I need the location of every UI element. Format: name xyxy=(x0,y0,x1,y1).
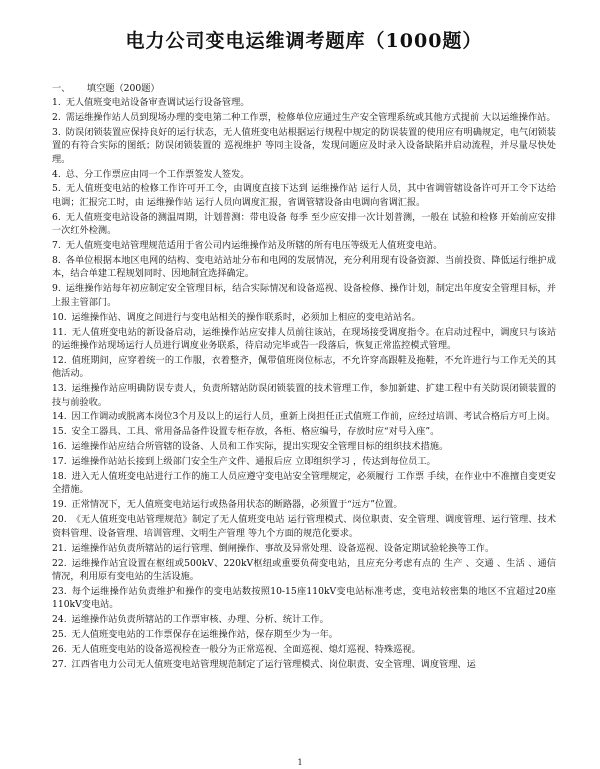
question-number: 27. xyxy=(52,658,67,670)
question-number: 8. xyxy=(52,254,61,266)
question-item xyxy=(52,239,556,252)
question-text: 无人值班变电站的检修工作许可开工令，由调度直接下达到 运维操作站 运行人员，其中省调管辖设备许可开工令下达给电调；汇报完工时，由 运维操作站 运行人员向调度汇报，省调管辖设备由电调向省调汇报。 xyxy=(52,183,556,208)
question-number: 9. xyxy=(52,283,61,295)
question-number: 17. xyxy=(52,456,67,468)
question-text: 运维操作站宜设置在枢纽或500kV、220kV枢纽或重要负荷变电站，且应充分考虑有点的 生产 、交通 、生活 、通信 情况，利用原有变电站的生活设施。 xyxy=(52,557,557,582)
question-item xyxy=(52,311,556,324)
question-item xyxy=(52,326,556,353)
question-text: 运维操作站每年初应制定安全管理目标，结合实际情况和设备巡视、设备检修、操作计划，制定出年度安全管理目标，并上报主管部门。 xyxy=(52,283,556,308)
question-item xyxy=(52,111,556,124)
question-number: 15. xyxy=(52,426,67,438)
question-item xyxy=(52,542,556,555)
question-text: 运维操作站应明确防误专责人，负责所辖站防误闭锁装置的技术管理工作，参加新建、扩建工程中有关防误闭锁装置的技与前验收。 xyxy=(52,383,557,408)
question-number: 7. xyxy=(52,240,61,252)
question-text: 无人值班变电站的设备巡视检查一般分为正常巡视、全面巡视、熄灯巡视、特殊巡视。 xyxy=(71,643,421,655)
question-number: 14. xyxy=(52,411,67,423)
question-item xyxy=(52,585,556,612)
question-number: 23. xyxy=(52,585,67,597)
question-item xyxy=(52,425,556,438)
question-text: 无人值班变电站管理规范适用于省公司内运维操作站及所辖的所有电压等级无人值班变电站。 xyxy=(65,240,443,252)
section-number: 一、 xyxy=(52,83,71,94)
question-item xyxy=(52,382,556,409)
question-number: 19. xyxy=(52,499,67,511)
question-item xyxy=(52,410,556,423)
question-item xyxy=(52,168,556,181)
question-number: 4. xyxy=(52,168,61,180)
question-number: 16. xyxy=(52,441,67,453)
question-item xyxy=(52,354,556,381)
question-number: 13. xyxy=(52,383,67,395)
question-item xyxy=(52,282,556,309)
question-item xyxy=(52,254,556,281)
question-item xyxy=(52,96,556,109)
question-text: 进入无人值班变电站进行工作的施工人员应遵守变电站安全管理规定，必须履行 工作票 手续，在作业中不准擅自变更安全措施。 xyxy=(52,471,556,496)
question-list xyxy=(52,96,556,671)
question-number: 2. xyxy=(52,111,61,123)
document-title: 电力公司变电运维调考题库（1000题） xyxy=(125,30,483,52)
question-item xyxy=(52,470,556,497)
question-text: 无人值班变电站设备审查调试运行设备管理。 xyxy=(65,97,250,108)
question-text: 需运维操作站人员到现场办理的变电第二种工作票，检修单位应通过生产安全管理系统或其他方式提前 大以运维操作站。 xyxy=(65,111,556,123)
question-text: 运维操作站应结合所管辖的设备、人员和工作实际，提出实现安全管理目标的组织技术措施。 xyxy=(71,441,449,453)
question-number: 6. xyxy=(52,211,61,223)
question-number: 1. xyxy=(52,97,61,108)
question-item xyxy=(52,513,556,540)
question-number: 18. xyxy=(52,471,67,483)
question-item xyxy=(52,628,556,641)
question-item xyxy=(52,182,556,209)
question-text: 安全工器具、工具、常用备品备件设置专柜存放，各柜、格应编号，存放时应“对号入座”。 xyxy=(71,426,440,438)
question-text: 运维操作站站长接到上级部门安全生产文件、通报后应 立即组织学习 ，传达到每位员工。 xyxy=(71,456,436,468)
question-number: 3. xyxy=(52,126,61,138)
question-text: 因工作调动或脱离本岗位3个月及以上的运行人员，重新上岗担任正式值班工作前，应经过培训、考试合格后方可上岗。 xyxy=(71,411,556,423)
question-number: 10. xyxy=(52,311,67,323)
question-text: 总、分工作票应由同一个工作票签发人签发。 xyxy=(65,168,250,180)
question-number: 21. xyxy=(52,542,67,554)
question-number: 25. xyxy=(52,629,67,641)
question-item xyxy=(52,498,556,511)
question-text: 值班期间，应穿着统一的工作服，衣着整齐，佩带值班岗位标志，不允许穿高跟鞋及拖鞋，不允许进行与工作无关的其他活动。 xyxy=(52,354,557,380)
question-text: 运维操作站负责所辖站的工作票审核、办理、分析、统计工作。 xyxy=(71,614,329,626)
question-number: 26. xyxy=(52,643,67,655)
question-item xyxy=(52,643,556,656)
question-item xyxy=(52,613,556,626)
question-text: 无人值班变电站的新设备启动，运维操作站应安排人员前往该站，在现场接受调度指令。在启动过程中，调度只与该站的运维操作站现场运行人员进行调度业务联系，待启动完毕或告一段落后，恢复正常监控模式管理。 xyxy=(52,326,557,351)
question-text: 每个运维操作站负责维护和操作的变电站数按照10-15座110kV变电站标准考虑，变电站较密集的地区不宜超过20座110kV变电站。 xyxy=(52,585,556,611)
question-item xyxy=(52,455,556,468)
question-text: 正常情况下，无人值班变电站运行或热备用状态的断路器，必须置于“远方”位置。 xyxy=(71,499,403,511)
question-text: 无人值班变电站设备的测温周期，计划普测：带电设备 每季 至少应安排一次计划普测，一般在 试验和检修 开始前应安排一次红外检测。 xyxy=(52,211,556,237)
question-number: 11. xyxy=(52,326,67,338)
question-text: 运维操作站负责所辖站的运行管理、倒闸操作、事故及异常处理、设备巡视、设备定期试验轮换等工作。 xyxy=(71,542,495,554)
question-item xyxy=(52,211,556,238)
question-item xyxy=(52,557,556,584)
question-text: 《无人值班变电站管理规范》制定了无人值班变电站 运行管理模式、岗位职责、安全管理、调度管理、运行管理、技术资料管理、设备管理、培训管理、文明生产管理 等九个方面的规范化要求。 xyxy=(52,514,557,539)
question-text: 各单位根据本地区电网的结构、变电站站址分布和电网的发展情况，充分利用现有设备资源、当前投资、降低运行维护成本，结合单建工程规划同时、因地制宜选择确定。 xyxy=(52,254,556,280)
question-item xyxy=(52,126,556,166)
question-item xyxy=(52,658,556,671)
question-number: 22. xyxy=(52,557,67,569)
section-heading xyxy=(52,80,556,94)
question-text: 无人值班变电站的工作票保存在运维操作站，保存期至少为一年。 xyxy=(71,629,338,641)
question-number: 5. xyxy=(52,183,61,195)
question-number: 24. xyxy=(52,614,67,626)
question-item xyxy=(52,440,556,453)
question-text: 防误闭锁装置应保持良好的运行状态，无人值班变电站根据运行规程中规定的防误装置的使用应有明确规定，电气闭锁装置的有符合实际的图纸；防误闭锁装置的 巡视维护 等同主设备，发现问题应及时录入设备缺陷并启动流程，并尽量尽快处理。 xyxy=(52,126,556,165)
question-text: 江西省电力公司无人值班变电站管理规范制定了运行管理模式、岗位职责、安全管理、调度管理、运 xyxy=(71,658,476,670)
page-number: 1 xyxy=(297,758,303,767)
question-number: 12. xyxy=(52,354,67,366)
section-title: 填空题（200题） xyxy=(86,83,160,94)
question-number: 20. xyxy=(52,514,67,526)
question-text: 运维操作站、调度之间进行与变电站相关的操作联系时，必须加上相应的变电站站名。 xyxy=(71,311,421,323)
